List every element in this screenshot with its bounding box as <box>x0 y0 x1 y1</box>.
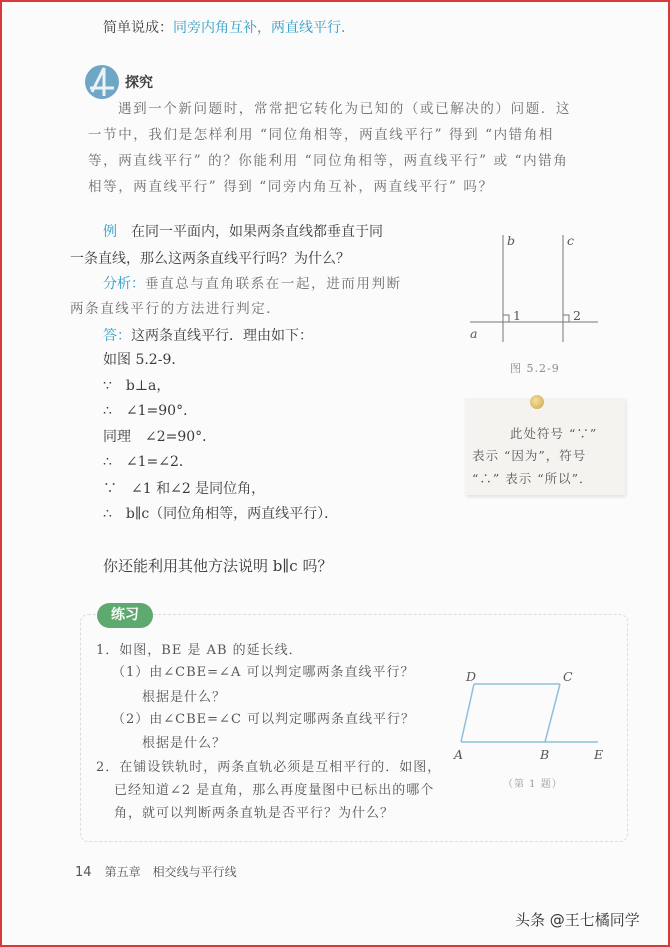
label-D: D <box>466 669 478 684</box>
note-line: “∴” 表示 “所以”． <box>472 471 593 486</box>
explore-heading: 探究 <box>125 75 153 91</box>
exercise-item: 2．在铺设铁轨时，两条直轨必须是互相平行的．如图， <box>96 760 442 775</box>
label-b: b <box>507 233 517 248</box>
figure-5-2-9-lines <box>470 235 598 342</box>
pushpin-icon <box>530 395 544 409</box>
label-a: a <box>470 326 479 341</box>
note-line: 此处符号 “∵” <box>510 426 598 441</box>
label-A: A <box>454 747 465 762</box>
label-B: B <box>540 747 551 762</box>
analysis <box>103 275 402 293</box>
figure-caption: 图 5.2-9 <box>510 362 560 375</box>
example-question <box>103 223 383 241</box>
explore-line: 相等，两直线平行” 得到 “同旁内角互补，两直线平行” 吗？ <box>88 179 494 195</box>
chapter-title: 第五章 相交线与平行线 <box>104 865 237 879</box>
proof-line: ∵ ∠1 和∠2 是同位角， <box>103 481 266 497</box>
footer <box>75 863 237 882</box>
answer <box>103 327 313 345</box>
exercise-item: 1．如图，BE 是 AB 的延长线． <box>96 643 303 658</box>
proof-line: ∴ ∠1=90°． <box>103 403 198 419</box>
analysis-line: 两条直线平行的方法进行判定． <box>70 301 282 317</box>
explore-icon <box>85 65 119 99</box>
example-question-line: 在同一平面内，如果两条直线都垂直于同 <box>131 224 383 240</box>
watermark: 头条 @王七橘同学 <box>515 911 640 929</box>
exercise-item: 角，就可以判断两条直轨是否平行？为什么？ <box>114 806 395 821</box>
explore-line: 遇到一个新问题时，常常把它转化为已知的（或已解决的）问题．这 <box>118 101 571 117</box>
example-question-line: 一条直线，那么这两条直线平行吗？为什么？ <box>70 251 350 267</box>
answer-label: 答： <box>103 328 131 344</box>
proof-line: ∴ ∠1=∠2． <box>103 454 193 470</box>
exercise-item: 根据是什么？ <box>142 690 227 705</box>
label-C: C <box>563 669 574 684</box>
proof-line: ∵ b⊥a， <box>103 378 171 394</box>
exercise-item: （2）由∠CBE=∠C 可以判定哪两条直线平行？ <box>112 712 416 727</box>
exercise-item: 根据是什么？ <box>142 736 227 751</box>
note-line: 表示 “因为”，符号 <box>472 448 587 463</box>
label-angle-1: 1 <box>513 308 522 323</box>
example-label: 例 <box>103 224 117 240</box>
analysis-line: 垂直总与直角联系在一起，进而用判断 <box>145 276 402 292</box>
label-angle-2: 2 <box>573 308 582 323</box>
explore-line: 等，两直线平行” 的？你能利用 “同位角相等，两直线平行” 或 “内错角 <box>88 153 569 169</box>
page-number: 14 <box>75 865 92 880</box>
followup-question: 你还能利用其他方法说明 b∥c 吗？ <box>103 557 333 575</box>
proof-line: ∴ b∥c（同位角相等，两直线平行）． <box>103 506 339 522</box>
analysis-label: 分析： <box>103 276 145 292</box>
exercise-item: （1）由∠CBE=∠A 可以判定哪两条直线平行？ <box>112 665 415 680</box>
intro-rule: 同旁内角互补，两直线平行. <box>173 20 346 36</box>
exercise-figure-caption: （第 1 题） <box>503 779 563 790</box>
label-E: E <box>594 747 605 762</box>
proof-line: 如图 5.2-9． <box>103 352 186 368</box>
proof-line: 同理 ∠2=90°． <box>103 429 217 445</box>
intro-label: 简单说成： <box>103 20 173 36</box>
label-c: c <box>567 233 576 248</box>
answer-text: 这两条直线平行．理由如下： <box>131 328 313 344</box>
explore-line: 一节中，我们是怎样利用 “同位角相等，两直线平行” 得到 “内错角相 <box>88 127 554 143</box>
exercise-item: 已经知道∠2 是直角，那么再度量图中已标出的哪个 <box>114 783 435 798</box>
exercise-badge: 练习 <box>97 603 153 628</box>
